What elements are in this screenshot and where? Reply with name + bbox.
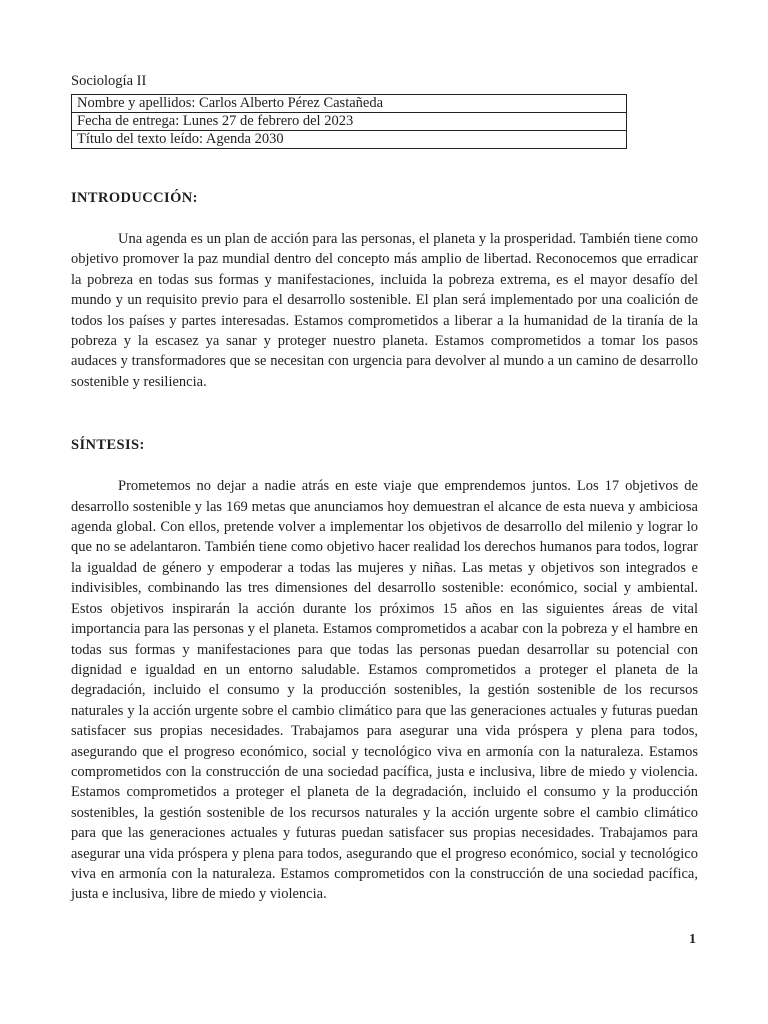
page-number: 1 (689, 932, 696, 947)
delivery-date-cell: Fecha de entrega: Lunes 27 de febrero del 2023 (72, 113, 627, 131)
student-name-cell: Nombre y apellidos: Carlos Alberto Pérez Castañeda (72, 95, 627, 113)
synthesis-paragraph: Prometemos no dejar a nadie atrás en este viaje que emprendemos juntos. Los 17 objetivos de desarrollo sostenible y las 169 metas que anunciamos hoy demuestran el alcance de esta nueva y ambiciosa agenda global. Con ellos, pretende volver a implementar los objetivos de desarrollo del milenio y lograr lo que no se adelantaron. También tiene como objetivo hacer realidad los derechos humanos para todos, lograr la igualdad de género y empoderar a todas las mujeres y niñas. Las metas y objetivos son integrados e indivisibles, combinando las tres dimensiones del desarrollo sostenible: económico, social y ambiental. Estos objetivos inspirarán la acción durante los próximos 15 años en las siguientes áreas de vital importancia para las personas y el planeta. Estamos comprometidos a acabar con la pobreza y el hambre en todas sus formas y manifestaciones para que todas las personas puedan desarrollar su potencial con dignidad e igualdad en un entorno saludable. Estamos comprometidos a proteger el planeta de la degradación, incluido el consumo y la producción sostenibles, la gestión sostenible de los recursos naturales y la acción urgente sobre el cambio climático para que las generaciones actuales y futuras puedan satisfacer sus propias necesidades. Trabajamos para asegurar una vida próspera y plena para todos, asegurando que el progreso económico, social y tecnológico viva en armonía con la naturaleza. Estamos comprometidos con la construcción de una sociedad pacífica, justa e inclusiva, libre de miedo y violencia. Estamos comprometidos a proteger el planeta de la degradación, incluido el consumo y la producción sostenibles, la gestión sostenible de los recursos naturales y la acción urgente sobre el cambio climático para que las generaciones actuales y futuras puedan satisfacer sus propias necesidades. Trabajamos para asegurar una vida próspera y plena para todos, asegurando que el progreso económico, social y tecnológico viva en armonía con la naturaleza. Estamos comprometidos con la construcción de una sociedad pacífica, justa e inclusiva, libre de miedo y violencia. (71, 478, 698, 903)
introduction-paragraph: Una agenda es un plan de acción para las personas, el planeta y la prosperidad. También tiene como objetivo promover la paz mundial dentro del concepto más amplio de libertad. Reconocemos que erradicar la pobreza en todas sus formas y manifestaciones, incluida la pobreza extrema, es el mayor desafío del mundo y un requisito previo para el desarrollo sostenible. El plan será implementado por una coalición de todos los países y partes interesadas. Estamos comprometidos a liberar a la humanidad de la tiranía de la pobreza y la escasez ya sanar y proteger nuestro planeta. Estamos comprometidos a tomar los pasos audaces y transformadores que se necesitan con urgencia para devolver al mundo a un camino de desarrollo sostenible y resiliencia. (71, 231, 698, 390)
info-row-title (72, 131, 627, 149)
introduction-heading: INTRODUCCIÓN: (71, 190, 198, 206)
document-page (71, 72, 698, 905)
synthesis-heading: SÍNTESIS: (71, 437, 145, 454)
info-row-date (72, 113, 627, 131)
text-title-cell: Título del texto leído: Agenda 2030 (72, 131, 627, 149)
student-info-table (71, 94, 627, 149)
course-title: Sociología II (71, 73, 147, 89)
info-row-name (72, 95, 627, 113)
